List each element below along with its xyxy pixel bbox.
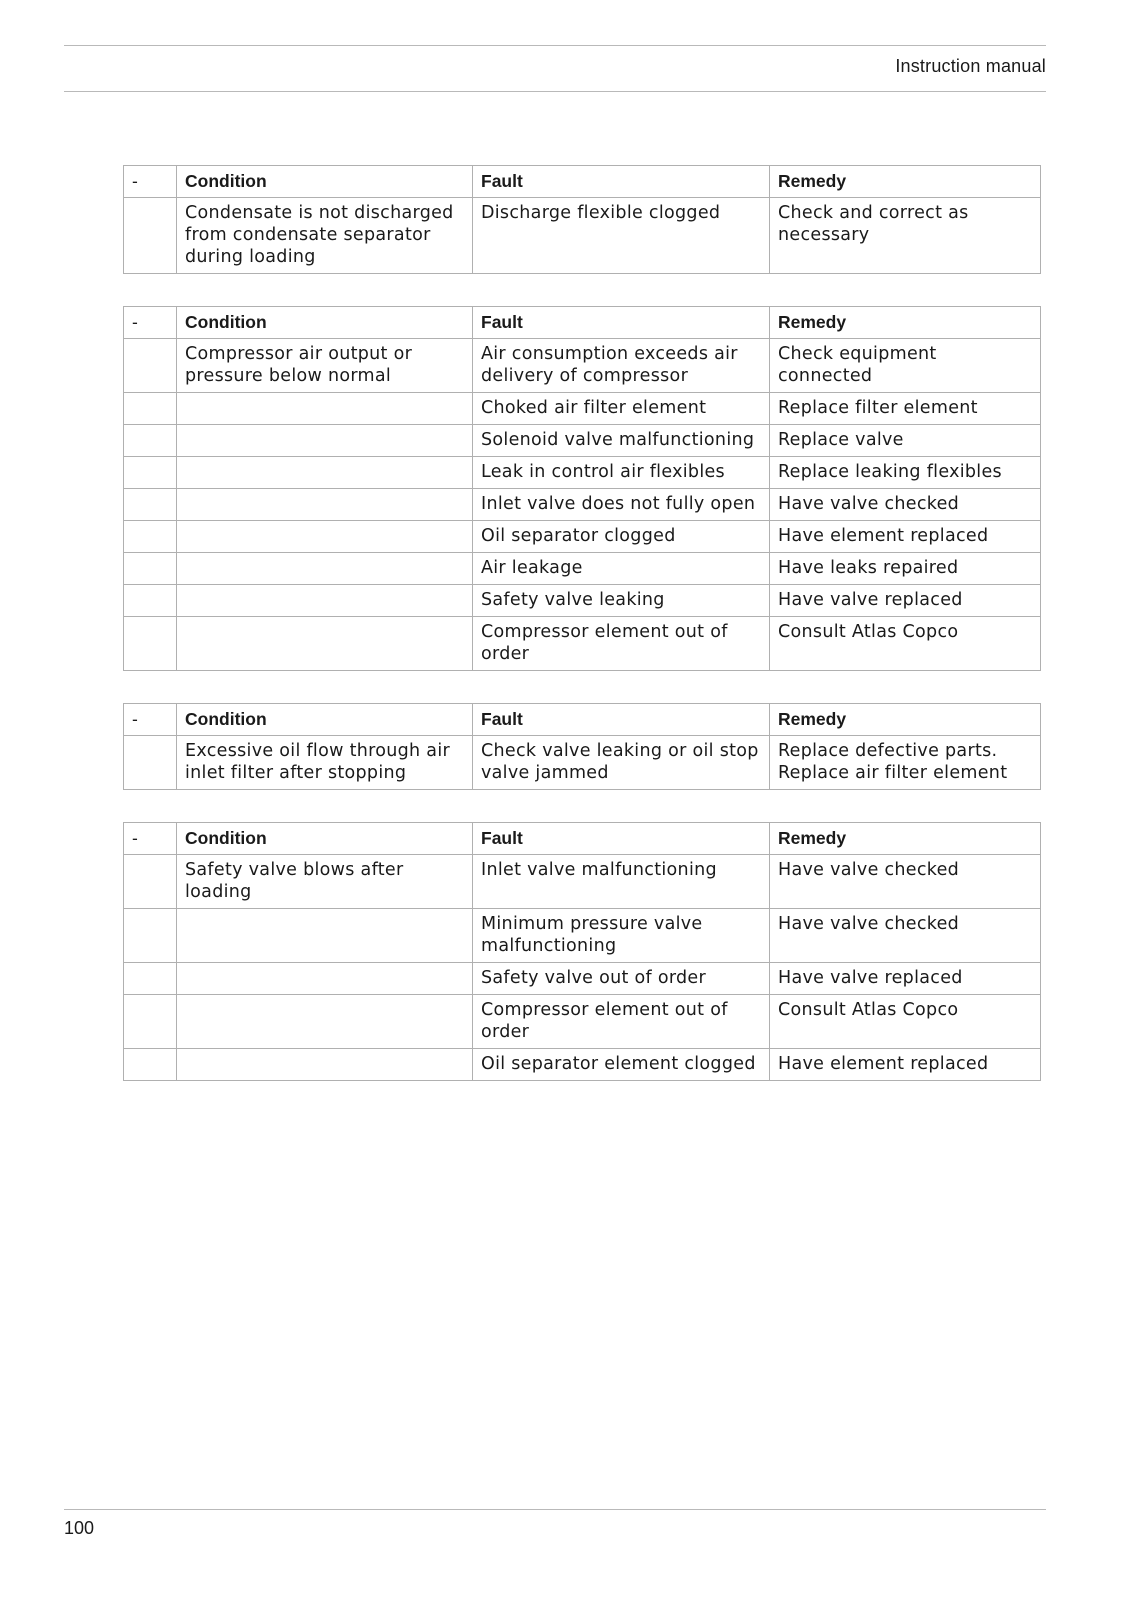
table-row [124, 617, 1041, 671]
fault-cell: Leak in control air flexibles [473, 457, 770, 489]
document-title: Instruction manual [895, 56, 1046, 76]
table-row [124, 963, 1041, 995]
remedy-cell: Replace valve [770, 425, 1041, 457]
remedy-cell: Have valve checked [770, 489, 1041, 521]
fault-cell: Inlet valve does not fully open [473, 489, 770, 521]
table-row [124, 909, 1041, 963]
header-condition: Condition [177, 307, 473, 339]
fault-cell: Safety valve leaking [473, 585, 770, 617]
table-row [124, 521, 1041, 553]
condition-cell [177, 585, 473, 617]
condition-cell [177, 995, 473, 1049]
marker-cell [124, 425, 177, 457]
header-fault: Fault [473, 307, 770, 339]
marker-cell [124, 617, 177, 671]
condition-cell [177, 393, 473, 425]
table-header-row [124, 307, 1041, 339]
table-row [124, 553, 1041, 585]
marker-cell [124, 521, 177, 553]
remedy-cell: Have valve replaced [770, 585, 1041, 617]
condition-cell: Excessive oil flow through air inlet filter after stopping [177, 736, 473, 790]
condition-cell [177, 617, 473, 671]
table-row [124, 585, 1041, 617]
condition-cell [177, 521, 473, 553]
troubleshooting-table [123, 165, 1041, 274]
condition-cell [177, 1049, 473, 1081]
table-header-row [124, 823, 1041, 855]
fault-cell: Minimum pressure valve malfunctioning [473, 909, 770, 963]
marker-cell [124, 855, 177, 909]
table-row [124, 1049, 1041, 1081]
header-fault: Fault [473, 704, 770, 736]
marker-cell [124, 457, 177, 489]
fault-cell: Compressor element out of order [473, 995, 770, 1049]
condition-cell [177, 425, 473, 457]
marker-cell [124, 393, 177, 425]
header-condition: Condition [177, 823, 473, 855]
footer-rule [64, 1509, 1046, 1510]
fault-cell: Oil separator clogged [473, 521, 770, 553]
remedy-cell: Consult Atlas Copco [770, 617, 1041, 671]
table-row [124, 736, 1041, 790]
condition-cell [177, 909, 473, 963]
condition-cell: Safety valve blows after loading [177, 855, 473, 909]
header-remedy: Remedy [770, 823, 1041, 855]
condition-cell: Condensate is not discharged from condensate separator during loading [177, 198, 473, 274]
marker-cell [124, 553, 177, 585]
fault-cell: Solenoid valve malfunctioning [473, 425, 770, 457]
remedy-cell: Replace defective parts. Replace air filter element [770, 736, 1041, 790]
marker-cell [124, 909, 177, 963]
table-row [124, 393, 1041, 425]
header-remedy: Remedy [770, 307, 1041, 339]
remedy-cell: Have element replaced [770, 521, 1041, 553]
troubleshooting-table [123, 306, 1041, 671]
remedy-cell: Have valve checked [770, 909, 1041, 963]
fault-cell: Air leakage [473, 553, 770, 585]
condition-cell [177, 963, 473, 995]
troubleshooting-table [123, 703, 1041, 790]
marker-cell [124, 489, 177, 521]
table-row [124, 995, 1041, 1049]
marker-cell [124, 736, 177, 790]
remedy-cell: Check and correct as necessary [770, 198, 1041, 274]
table-row [124, 855, 1041, 909]
remedy-cell: Replace filter element [770, 393, 1041, 425]
fault-cell: Choked air filter element [473, 393, 770, 425]
marker-cell [124, 585, 177, 617]
marker-cell [124, 1049, 177, 1081]
page-number: 100 [64, 1518, 95, 1538]
table-header-row [124, 704, 1041, 736]
remedy-cell: Have element replaced [770, 1049, 1041, 1081]
fault-cell: Safety valve out of order [473, 963, 770, 995]
header-remedy: Remedy [770, 166, 1041, 198]
condition-cell [177, 553, 473, 585]
marker-cell [124, 963, 177, 995]
marker-cell [124, 995, 177, 1049]
condition-cell: Compressor air output or pressure below normal [177, 339, 473, 393]
table-row [124, 198, 1041, 274]
table-row [124, 457, 1041, 489]
fault-cell: Oil separator element clogged [473, 1049, 770, 1081]
troubleshooting-table [123, 822, 1041, 1081]
table-row [124, 489, 1041, 521]
header-marker: - [124, 307, 177, 339]
header-marker: - [124, 166, 177, 198]
fault-cell: Inlet valve malfunctioning [473, 855, 770, 909]
condition-cell [177, 489, 473, 521]
header-remedy: Remedy [770, 704, 1041, 736]
header-condition: Condition [177, 166, 473, 198]
header-marker: - [124, 823, 177, 855]
header-rule-top [64, 45, 1046, 46]
header-fault: Fault [473, 166, 770, 198]
header-rule-bottom [64, 91, 1046, 92]
fault-cell: Air consumption exceeds air delivery of compressor [473, 339, 770, 393]
troubleshooting-tables [123, 165, 1040, 1113]
table-row [124, 339, 1041, 393]
remedy-cell: Have leaks repaired [770, 553, 1041, 585]
remedy-cell: Check equipment connected [770, 339, 1041, 393]
header-fault: Fault [473, 823, 770, 855]
remedy-cell: Consult Atlas Copco [770, 995, 1041, 1049]
fault-cell: Compressor element out of order [473, 617, 770, 671]
remedy-cell: Replace leaking flexibles [770, 457, 1041, 489]
remedy-cell: Have valve replaced [770, 963, 1041, 995]
fault-cell: Check valve leaking or oil stop valve jammed [473, 736, 770, 790]
table-header-row [124, 166, 1041, 198]
header-marker: - [124, 704, 177, 736]
marker-cell [124, 198, 177, 274]
marker-cell [124, 339, 177, 393]
condition-cell [177, 457, 473, 489]
fault-cell: Discharge flexible clogged [473, 198, 770, 274]
table-row [124, 425, 1041, 457]
header-condition: Condition [177, 704, 473, 736]
remedy-cell: Have valve checked [770, 855, 1041, 909]
